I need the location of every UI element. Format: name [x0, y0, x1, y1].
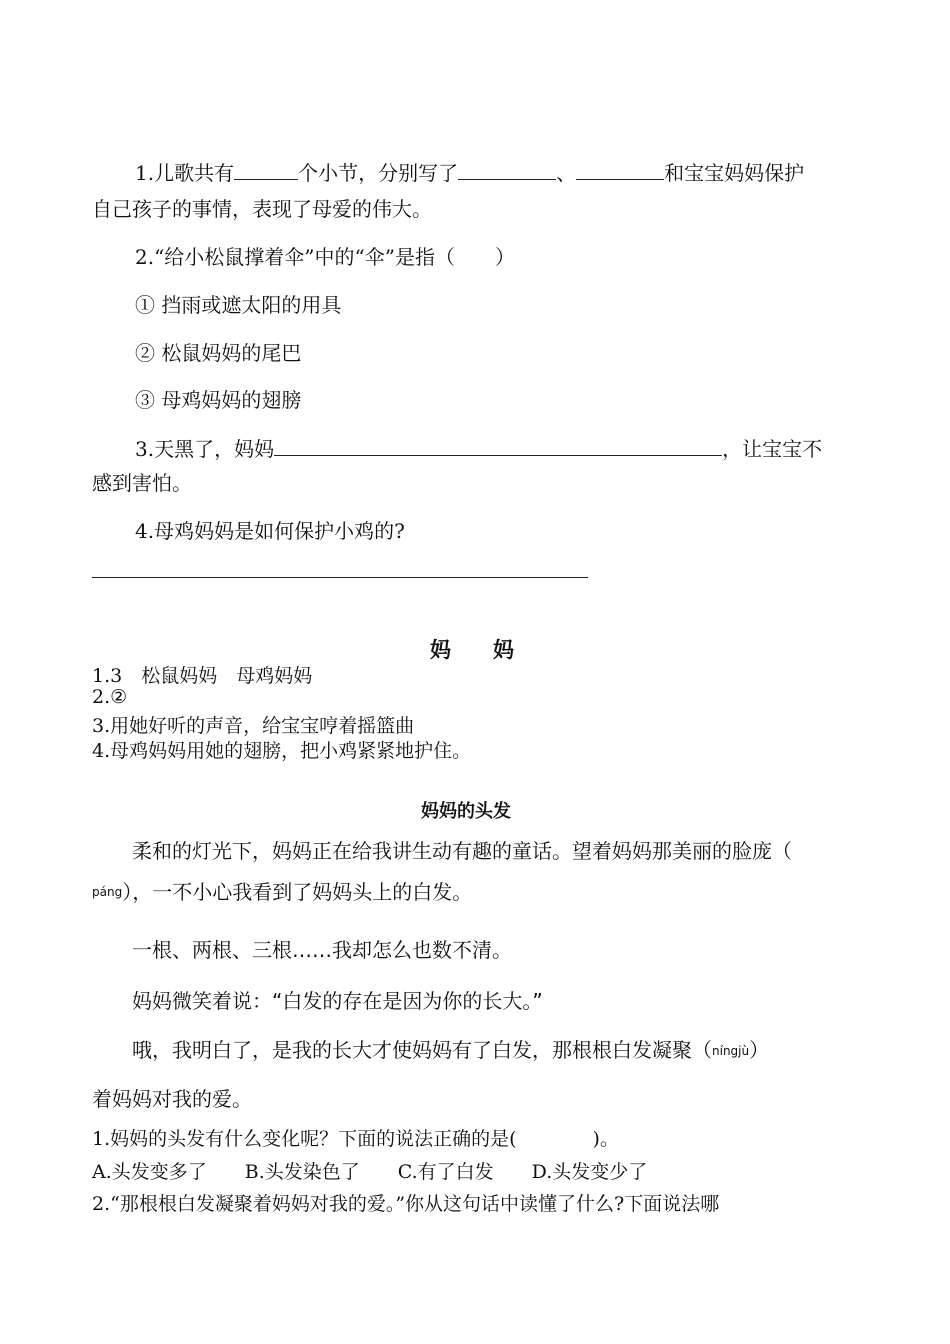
pinyin-annotation: páng: [92, 885, 123, 899]
question-2-option-3: ③ 母鸡妈妈的翅膀: [135, 388, 302, 412]
passage-paragraph-1-line-1: 柔和的灯光下，妈妈正在给我讲生动有趣的童话。望着妈妈那美丽的脸庞（: [132, 839, 792, 863]
passage-paragraph-4-line-1: [132, 1034, 769, 1063]
passage-paragraph-4-text: 哦，我明白了，是我的长大才使妈妈有了白发，那根根白发凝聚（: [132, 1038, 712, 1062]
passage-question-1: 1.妈妈的头发有什么变化呢？下面的说法正确的是( )。: [92, 1128, 619, 1150]
answer-blank[interactable]: [458, 161, 556, 180]
question-3-line-2: 感到害怕。: [92, 471, 192, 495]
question-1-sep: 、: [556, 161, 577, 185]
passage-paragraph-2: 一根、两根、三根……我却怎么也数不清。: [132, 938, 512, 962]
answer-3: 3.用她好听的声音，给宝宝哼着摇篮曲: [92, 715, 415, 737]
question-1-line-1: [135, 157, 804, 186]
passage-paragraph-1-tail: ），一不小心我看到了妈妈头上的白发。: [122, 880, 473, 904]
question-3-line-1: [135, 433, 822, 462]
question-4: 4.母鸡妈妈是如何保护小鸡的?: [135, 519, 405, 543]
answer-blank[interactable]: [234, 161, 298, 180]
answer-key-title: 妈 妈: [430, 637, 514, 662]
passage-question-1-options: A.头发变多了 B.头发染色了 C.有了白发 D.头发变少了: [92, 1161, 648, 1183]
answer-blank[interactable]: [576, 161, 664, 180]
answer-2: 2.②: [92, 686, 128, 708]
answer-line[interactable]: [92, 577, 588, 578]
passage-paragraph-3: 妈妈微笑着说：“白发的存在是因为你的长大。”: [132, 989, 543, 1013]
question-1-line-2: 自己孩子的事情，表现了母爱的伟大。: [92, 197, 432, 221]
question-1-mid: 个小节，分别写了: [298, 161, 459, 185]
question-2: 2.“给小松鼠撑着伞”中的“伞”是指（ ）: [135, 245, 515, 269]
question-2-option-2: ② 松鼠妈妈的尾巴: [135, 341, 302, 365]
passage-title: 妈妈的头发: [421, 801, 511, 822]
answer-blank[interactable]: [274, 437, 722, 456]
question-1-prefix: 1.儿歌共有: [135, 161, 235, 185]
passage-paragraph-4-line-2: 着妈妈对我的爱。: [92, 1087, 252, 1111]
question-3-prefix: 3.天黑了，妈妈: [135, 437, 275, 461]
passage-paragraph-1-line-2: [92, 876, 472, 905]
pinyin-annotation: níngjù: [712, 1044, 750, 1058]
passage-paragraph-4-paren: ）: [749, 1038, 770, 1062]
answer-4: 4.母鸡妈妈用她的翅膀，把小鸡紧紧地护住。: [92, 740, 472, 762]
question-2-option-1: ① 挡雨或遮太阳的用具: [135, 293, 342, 317]
answer-1: 1.3 松鼠妈妈 母鸡妈妈: [92, 665, 313, 687]
question-1-suffix: 和宝宝妈妈保护: [664, 161, 805, 185]
passage-question-2: 2.“那根根白发凝聚着妈妈对我的爱。”你从这句话中读懂了什么?下面说法哪: [92, 1193, 720, 1215]
question-3-suffix: ，让宝宝不: [722, 437, 823, 461]
